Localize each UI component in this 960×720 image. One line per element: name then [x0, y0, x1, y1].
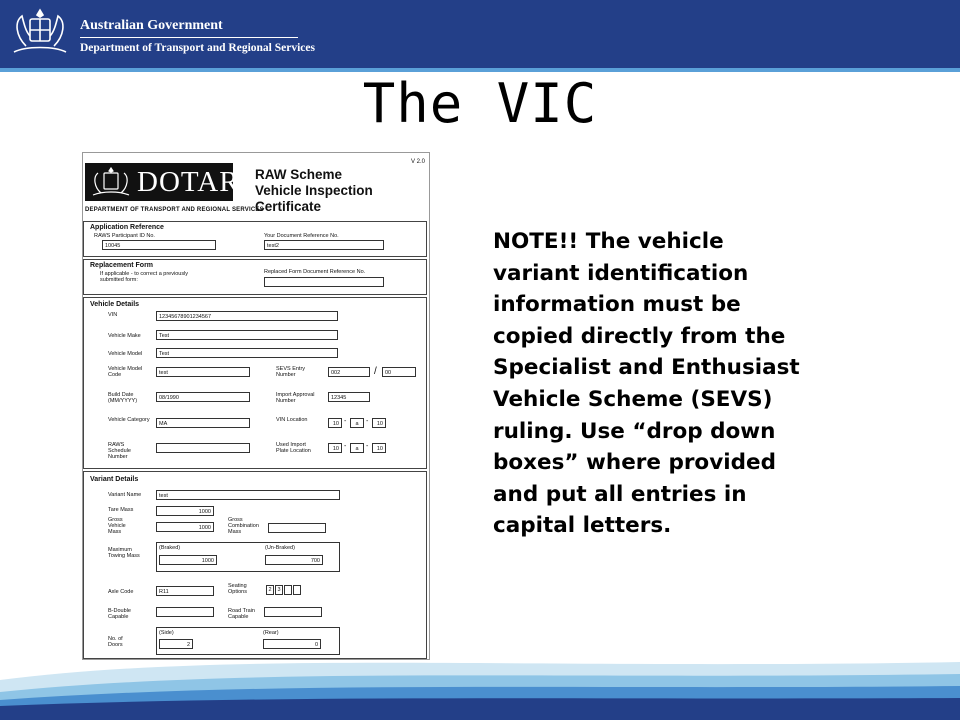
road-train-label: Road Train Capable — [228, 608, 255, 621]
unbraked-label: (Un-Braked) — [265, 545, 295, 551]
sevs-entry-field: 002 — [328, 367, 370, 377]
participant-id-field: 10045 — [102, 240, 216, 250]
seating-cell: 3 — [275, 585, 283, 595]
road-train-field — [264, 607, 322, 617]
model-code-label: Vehicle Model Code — [108, 366, 143, 379]
government-name: Australian Government — [80, 18, 223, 33]
note-text: NOTE!! The vehicle variant identification information must be copied directly from the Specialist and Enthusiast Vehicle Scheme (SEVS) ruling. Use “drop down boxes” where provided and put all entries in capital letters. — [493, 229, 800, 539]
vehicle-make-field: Test — [156, 330, 338, 340]
sevs-slash: / — [374, 366, 377, 377]
seating-cell — [284, 585, 292, 595]
gcm-field — [268, 523, 326, 533]
tare-mass-label: Tare Mass — [108, 507, 134, 513]
vehicle-model-field: Test — [156, 348, 338, 358]
vic-form-image — [82, 152, 430, 660]
doors-label: No. of Doors — [108, 636, 123, 649]
side-doors-field: 2 — [159, 639, 193, 649]
variant-name-label: Variant Name — [108, 492, 142, 498]
dash: - — [344, 443, 347, 450]
seating-cell: 2 — [266, 585, 274, 595]
application-reference-section — [83, 221, 427, 257]
vin-location-field: a — [350, 418, 364, 428]
towing-mass-label: Maximum Towing Mass — [108, 547, 140, 560]
form-title-line: Vehicle Inspection — [255, 183, 373, 198]
import-approval-field: 12345 — [328, 392, 370, 402]
document-reference-field: test2 — [264, 240, 384, 250]
form-title — [255, 167, 373, 215]
import-approval-label: Import Approval Number — [276, 392, 315, 405]
form-title-line: RAW Scheme — [255, 167, 343, 182]
vehicle-details-section — [83, 297, 427, 469]
form-department: DEPARTMENT OF TRANSPORT AND REGIONAL SERVICES — [85, 207, 264, 213]
axle-code-label: Axle Code — [108, 589, 134, 595]
sevs-suffix-field: 00 — [382, 367, 416, 377]
vin-field: 12345678901234567 — [156, 311, 338, 321]
section-heading: Replacement Form — [90, 262, 154, 269]
braked-label: (Braked) — [159, 545, 181, 551]
used-plate-field: 10 — [372, 443, 386, 453]
replacement-note: If applicable - to correct a previously submitted form: — [100, 271, 189, 284]
participant-id-label: RAWS Participant ID No. — [94, 233, 155, 239]
sevs-entry-label: SEVS Entry Number — [276, 366, 306, 379]
model-code-field: test — [156, 367, 250, 377]
gvm-label: Gross Vehicle Mass — [108, 517, 126, 536]
section-heading: Variant Details — [90, 476, 139, 483]
used-plate-field: a — [350, 443, 364, 453]
section-heading: Vehicle Details — [90, 301, 140, 308]
braked-field: 1000 — [159, 555, 217, 565]
vin-location-field: 10 — [328, 418, 342, 428]
replaced-reference-label: Replaced Form Document Reference No. — [264, 269, 366, 275]
seating-options-label: Seating Options — [228, 583, 247, 596]
vin-location-field: 10 — [372, 418, 386, 428]
rear-label: (Rear) — [263, 630, 279, 636]
dash: - — [344, 418, 347, 425]
towing-mass-box — [156, 542, 340, 572]
form-version: V 2.0 — [411, 159, 426, 165]
tare-mass-field: 1000 — [156, 506, 214, 516]
rear-doors-field: 0 — [263, 639, 321, 649]
document-reference-label: Your Document Reference No. — [264, 233, 339, 239]
build-date-label: Build Date (MM/YYYY) — [108, 392, 138, 405]
vehicle-category-field: MA — [156, 418, 250, 428]
used-plate-field: 10 — [328, 443, 342, 453]
logo-text: DOTARS — [137, 166, 257, 198]
dash: - — [366, 443, 369, 450]
vin-label: VIN — [108, 312, 118, 318]
footer-wave — [0, 640, 960, 720]
vehicle-model-label: Vehicle Model — [108, 351, 143, 357]
build-date-field: 08/1990 — [156, 392, 250, 402]
replaced-reference-field — [264, 277, 384, 287]
variant-details-section — [83, 471, 427, 659]
department-name: Department of Transport and Regional Services — [80, 42, 315, 54]
form-title-line: Certificate — [255, 199, 322, 214]
variant-name-field: test — [156, 490, 340, 500]
b-double-label: B-Double Capable — [108, 608, 131, 621]
header-divider — [80, 37, 298, 38]
coat-of-arms-icon — [8, 6, 72, 58]
vehicle-category-label: Vehicle Category — [108, 417, 150, 423]
raws-schedule-label: RAWS Schedule Number — [108, 442, 131, 461]
axle-code-field: R11 — [156, 586, 214, 596]
gvm-field: 1000 — [156, 522, 214, 532]
side-label: (Side) — [159, 630, 174, 636]
raws-schedule-field — [156, 443, 250, 453]
unbraked-field: 700 — [265, 555, 323, 565]
replacement-form-section — [83, 259, 427, 295]
slide-title: The VIC — [362, 72, 598, 135]
dash: - — [366, 418, 369, 425]
seating-cell — [293, 585, 301, 595]
used-plate-label: Used Import Plate Location — [276, 442, 311, 455]
emblem-icon — [89, 167, 133, 197]
gcm-label: Gross Combination Mass — [228, 517, 259, 536]
section-heading: Application Reference — [90, 224, 164, 231]
header-band — [0, 0, 960, 68]
dotars-logo — [85, 163, 257, 201]
b-double-field — [156, 607, 214, 617]
vehicle-make-label: Vehicle Make — [108, 333, 141, 339]
vin-location-label: VIN Location — [276, 417, 308, 423]
